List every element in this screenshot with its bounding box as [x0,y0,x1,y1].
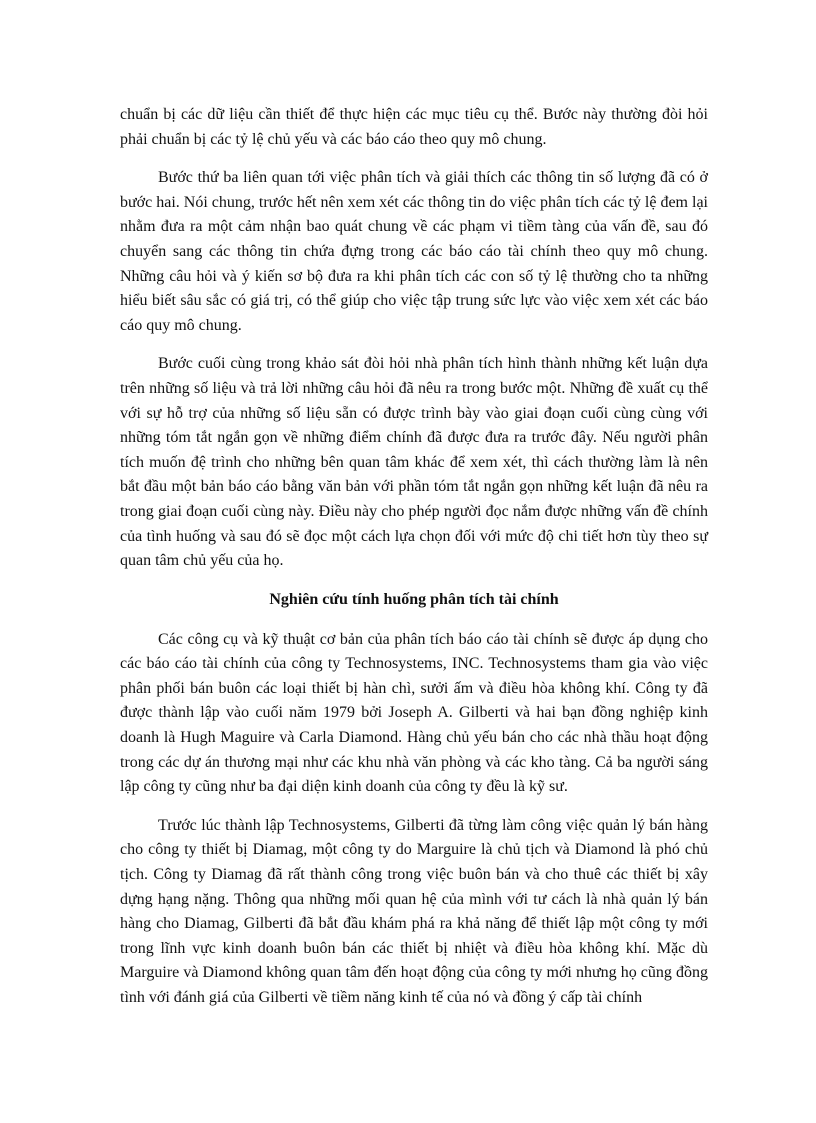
paragraph-case-intro: Các công cụ và kỹ thuật cơ bản của phân tích báo cáo tài chính sẽ được áp dụng cho các báo cáo tài chính của công ty Technosystems, INC. Technosystems tham gia vào việc phân phối bán buôn các loại thiết bị hàn chì, sưởi ấm và điều hòa không khí. Công ty đã được thành lập vào cuối năm 1979 bởi Joseph A. Gilberti và hai bạn đồng nghiệp kinh doanh là Hugh Maguire và Carla Diamond. Hàng chủ yếu bán cho các nhà thầu hoạt động trong các dự án thương mại như các khu nhà văn phòng và các kho tàng. Cả ba người sáng lập công ty cũng như ba đại diện kinh doanh của công ty đều là kỹ sư. [120,630,708,796]
paragraph-final-step: Bước cuối cùng trong khảo sát đòi hỏi nhà phân tích hình thành những kết luận dựa trên những số liệu và trả lời những câu hỏi đã nêu ra trong bước một. Những đề xuất cụ thể với sự hỗ trợ của những số liệu sẵn có được trình bày vào giai đoạn cuối cùng cùng với những tóm tắt ngắn gọn về những điểm chính đã được đưa ra trước đây. Nếu người phân tích muốn đệ trình cho những bên quan tâm khác để xem xét, thì cách thường làm là nên bắt đầu một bản báo cáo bằng văn bản với phần tóm tắt ngắn gọn những kết luận đã nêu ra trong giai đoạn cuối cùng này. Điều này cho phép người đọc nắm được những vấn đề chính của tình huống và sau đó sẽ đọc một cách lựa chọn đối với mức độ chi tiết hơn tùy theo sự quan tâm chủ yếu của họ. [120,355,708,570]
paragraph-step-three: Bước thứ ba liên quan tới việc phân tích và giải thích các thông tin số lượng đã có ở bước hai. Nói chung, trước hết nên xem xét các thông tin do việc phân tích các tỷ lệ đem lại nhằm đưa ra một cảm nhận bao quát chung về các phạm vi tiềm tàng của vấn đề, sau đó chuyển sang các thông tin chứa đựng trong các báo cáo tài chính theo quy mô chung. Những câu hỏi và ý kiến sơ bộ đưa ra khi phân tích các con số tỷ lệ thường cho ta những hiểu biết sâu sắc có giá trị, có thể giúp cho việc tập trung sức lực vào việc xem xét các báo cáo quy mô chung. [120,169,708,334]
paragraph-continuation: chuẩn bị các dữ liệu cần thiết để thực hiện các mục tiêu cụ thể. Bước này thường đòi hỏi phải chuẩn bị các tỷ lệ chủ yếu và các báo cáo theo quy mô chung. [120,106,708,148]
section-heading: Nghiên cứu tính huống phân tích tài chính [269,590,559,608]
paragraph-company-history: Trước lúc thành lập Technosystems, Gilberti đã từng làm công việc quản lý bán hàng cho công ty thiết bị Diamag, một công ty do Marguire là chủ tịch và Diamond là phó chủ tịch. Công ty Diamag đã rất thành công trong việc buôn bán và cho thuê các thiết bị xây dựng hạng nặng. Thông qua những mối quan hệ của mình với tư cách là nhà quản lý bán hàng cho Diamag, Gilberti đã bắt đầu khám phá ra khả năng để thiết lập một công ty mới trong lĩnh vực kinh doanh buôn bán các thiết bị nhiệt và điều hòa không khí. Mặc dù Marguire và Diamond không quan tâm đến hoạt động của công ty mới nhưng họ cũng đồng tình với đánh giá của Gilberti về tiềm năng kinh tế của nó và đồng ý cấp tài chính [120,816,708,1006]
